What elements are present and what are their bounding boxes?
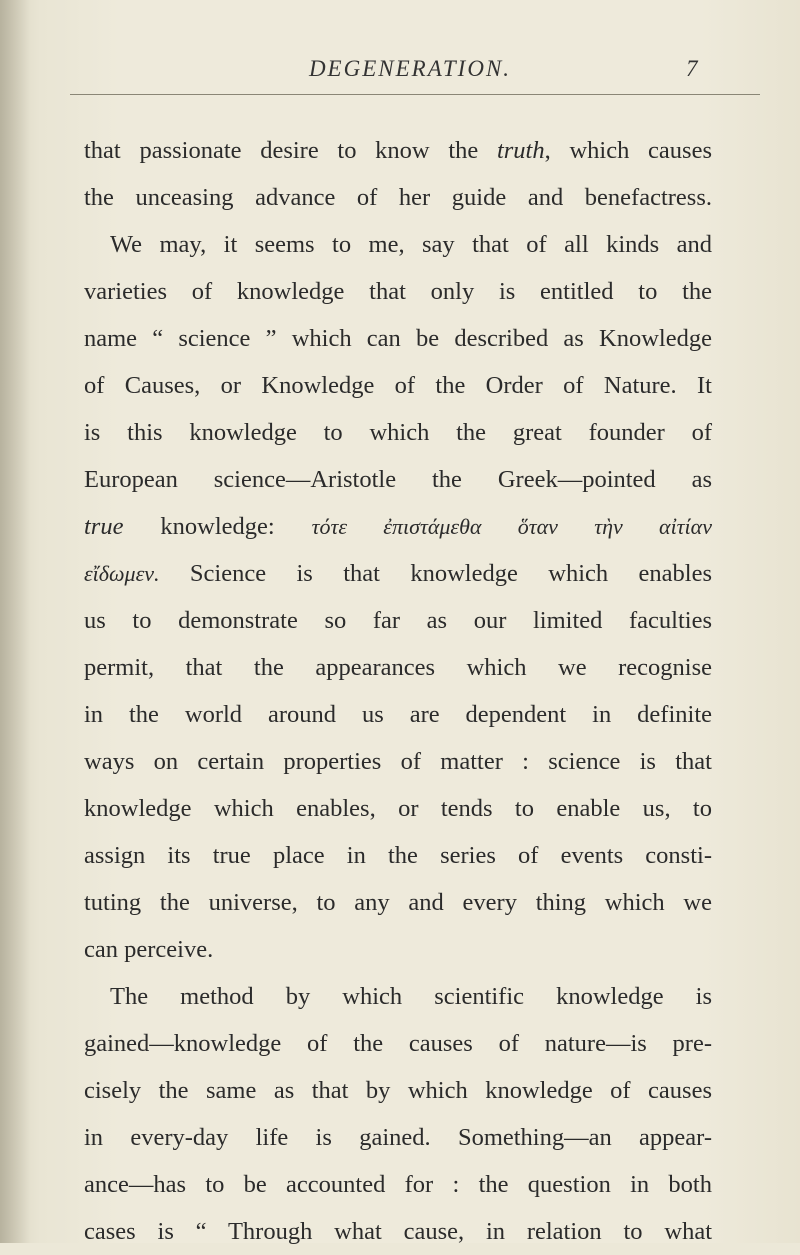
- binding-shadow: [0, 0, 30, 1243]
- text-line: us to demonstrate so far as our limited faculties: [84, 607, 712, 634]
- text-line: The method by which scientific knowledge is: [110, 983, 712, 1010]
- emphasis: truth: [496, 137, 545, 164]
- running-title: DEGENERATION.: [308, 56, 512, 81]
- text-line: ance—has to be accounted for : the question in both: [84, 1171, 712, 1198]
- text-line: of Causes, or Knowledge of the Order of Nature. It: [84, 372, 712, 399]
- text-line: is this knowledge to which the great founder of: [84, 419, 712, 446]
- text-line: the unceasing advance of her guide and benefactress.: [84, 184, 712, 211]
- text-line: εἴδωμεν. Science is that knowledge which enables: [84, 560, 712, 587]
- emphasis: true: [84, 513, 124, 540]
- header-rule: [70, 94, 760, 95]
- text-line: assign its true place in the series of events consti-: [84, 842, 712, 869]
- text-line: gained—knowledge of the causes of nature—is pre-: [84, 1030, 712, 1057]
- greek-quote: τότε ἐπιστάμεθα ὅταν τὴν αἰτίαν: [311, 514, 712, 539]
- page-number: 7: [686, 56, 698, 81]
- text-line: tuting the universe, to any and every thing which we: [84, 889, 712, 916]
- text-line: knowledge which enables, or tends to enable us, to: [84, 795, 712, 822]
- text-line: name “ science ” which can be described as Knowledge: [84, 325, 712, 352]
- text-line: We may, it seems to me, say that of all kinds and: [110, 231, 712, 258]
- text-line: true knowledge: τότε ἐπιστάμεθα ὅταν τὴν αἰτίαν: [84, 513, 712, 540]
- text-line: in every-day life is gained. Something—an appear-: [84, 1124, 712, 1151]
- text-line: that passionate desire to know the truth, which causes: [84, 137, 712, 164]
- text-line: European science—Aristotle the Greek—pointed as: [84, 466, 712, 493]
- text-line: in the world around us are dependent in definite: [84, 701, 712, 728]
- greek-quote: εἴδωμεν.: [84, 561, 160, 586]
- text-line: ways on certain properties of matter : science is that: [84, 748, 712, 775]
- text-line: cisely the same as that by which knowledge of causes: [84, 1077, 712, 1104]
- text-line: cases is “ Through what cause, in relation to what: [84, 1218, 712, 1245]
- text-line: varieties of knowledge that only is entitled to the: [84, 278, 712, 305]
- text-line: permit, that the appearances which we recognise: [84, 654, 712, 681]
- text-line: can perceive.: [84, 936, 214, 963]
- body-text: [84, 127, 712, 1255]
